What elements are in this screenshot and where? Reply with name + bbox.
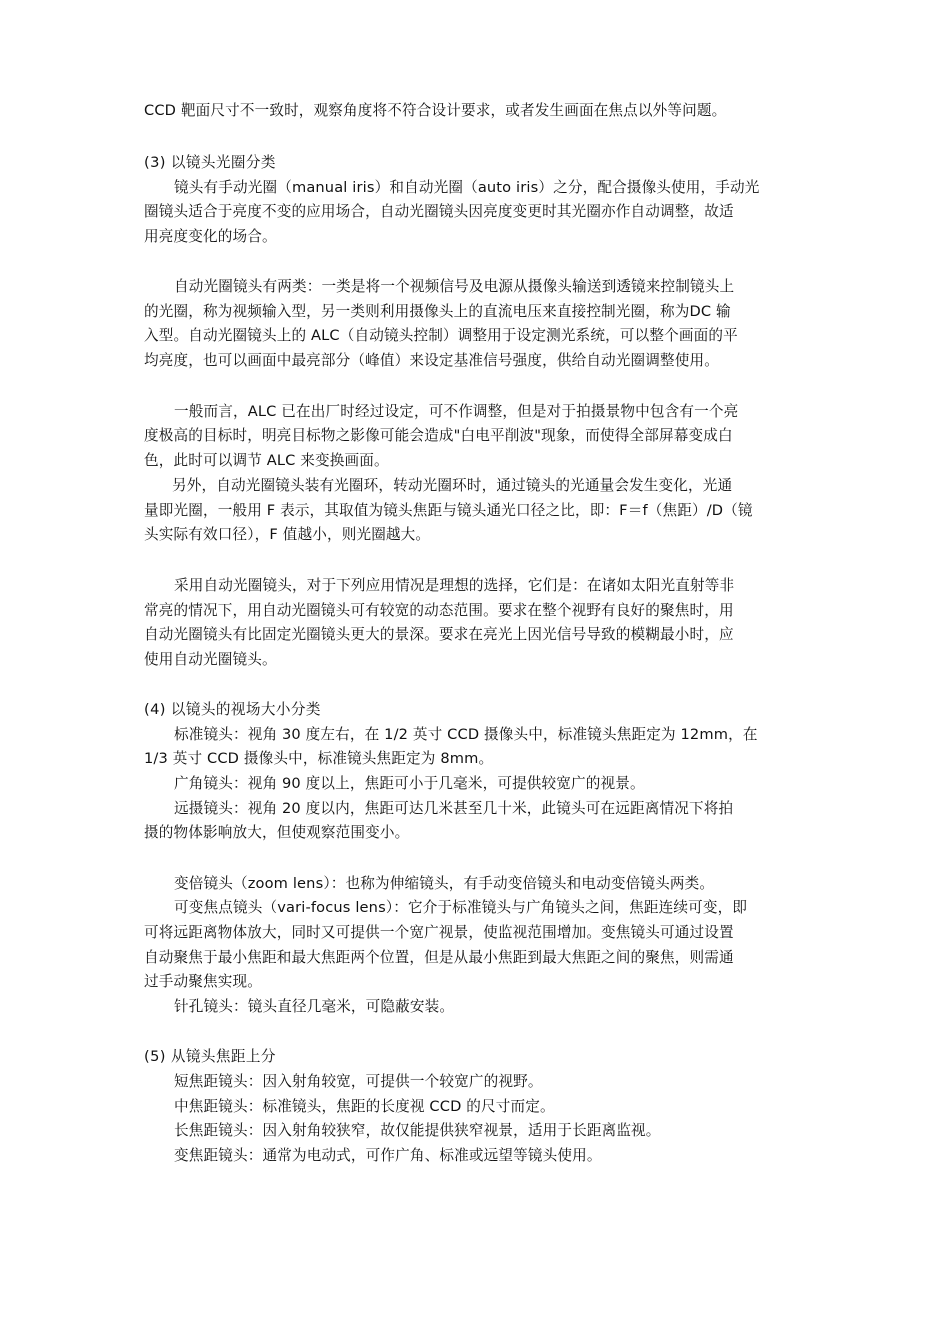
text-line: 针孔镜头：镜头直径几毫米，可隐蔽安装。 xyxy=(174,998,455,1015)
text-line: 短焦距镜头：因入射角较宽，可提供一个较宽广的视野。 xyxy=(174,1073,543,1090)
text-line: 的光圈，称为视频输入型，另一类则利用摄像头上的直流电压来直接控制光圈，称为DC 输 xyxy=(144,303,731,320)
text-line: 头实际有效口径），F 值越小，则光圈越大。 xyxy=(144,526,431,543)
text-line: 中焦距镜头：标准镜头，焦距的长度视 CCD 的尺寸而定。 xyxy=(174,1098,555,1115)
text-line: 可将远距离物体放大，同时又可提供一个宽广视景，使监视范围增加。变焦镜头可通过设置 xyxy=(144,924,734,941)
text-line: 度极高的目标时，明亮目标物之影像可能会造成"白电平削波"现象，而使得全部屏幕变成白 xyxy=(144,427,733,444)
text-line: 自动聚焦于最小焦距和最大焦距两个位置，但是从最小焦距到最大焦距之间的聚焦，则需通 xyxy=(144,949,734,966)
text-line: 常亮的情况下，用自动光圈镜头可有较宽的动态范围。要求在整个视野有良好的聚焦时，用 xyxy=(144,602,734,619)
text-line: 色，此时可以调节 ALC 来变换画面。 xyxy=(144,452,389,469)
text-line: 长焦距镜头：因入射角较狭窄，故仅能提供狭窄视景，适用于长距离监视。 xyxy=(174,1122,661,1139)
text-line: 均亮度，也可以画面中最亮部分（峰值）来设定基准信号强度，供给自动光圈调整使用。 xyxy=(144,352,720,369)
text-line: 可变焦点镜头（vari-focus lens）：它介于标准镜头与广角镜头之间，焦距连续可变，即 xyxy=(174,899,748,916)
section-heading-5: (5) 从镜头焦距上分 xyxy=(144,1048,276,1065)
text-line: 广角镜头：视角 90 度以上，焦距可小于几毫米，可提供较宽广的视景。 xyxy=(174,775,645,792)
text-line: 自动光圈镜头有两类：一类是将一个视频信号及电源从摄像头输送到透镜来控制镜头上 xyxy=(174,278,735,295)
text-line: 另外，自动光圈镜头装有光圈环，转动光圈环时，通过镜头的光通量会发生变化，光通 xyxy=(172,477,733,494)
text-line: 变焦距镜头：通常为电动式，可作广角、标准或远望等镜头使用。 xyxy=(174,1147,602,1164)
text-line: 一般而言，ALC 已在出厂时经过设定，可不作调整，但是对于拍摄景物中包含有一个亮 xyxy=(174,403,739,420)
text-line: 自动光圈镜头有比固定光圈镜头更大的景深。要求在亮光上因光信号导致的模糊最小时，应 xyxy=(144,626,734,643)
text-line: 1/3 英寸 CCD 摄像头中，标准镜头焦距定为 8mm。 xyxy=(144,750,494,767)
text-line: 量即光圈，一般用 F 表示，其取值为镜头焦距与镜头通光口径之比，即：F＝f（焦距）/D（镜 xyxy=(144,502,753,519)
text-line: 远摄镜头：视角 20 度以内，焦距可达几米甚至几十米，此镜头可在远距离情况下将拍 xyxy=(174,800,734,817)
text-line: 使用自动光圈镜头。 xyxy=(144,651,277,668)
text-line: 圈镜头适合于亮度不变的应用场合，自动光圈镜头因亮度变更时其光圈亦作自动调整，故适 xyxy=(144,203,734,220)
text-line: 用亮度变化的场合。 xyxy=(144,228,277,245)
text-line: 摄的物体影响放大，但使观察范围变小。 xyxy=(144,824,410,841)
text-line: 入型。自动光圈镜头上的 ALC（自动镜头控制）调整用于设定测光系统，可以整个画面的平 xyxy=(144,327,738,344)
section-heading-3: (3) 以镜头光圈分类 xyxy=(144,154,276,171)
section-heading-4: (4) 以镜头的视场大小分类 xyxy=(144,701,321,718)
text-line: 镜头有手动光圈（manual iris）和自动光圈（auto iris）之分，配合摄像头使用，手动光 xyxy=(174,179,760,196)
text-line: 采用自动光圈镜头，对于下列应用情况是理想的选择，它们是：在诸如太阳光直射等非 xyxy=(174,577,735,594)
text-line: CCD 靶面尺寸不一致时，观察角度将不符合设计要求，或者发生画面在焦点以外等问题。 xyxy=(144,102,727,119)
text-line: 标准镜头：视角 30 度左右，在 1/2 英寸 CCD 摄像头中，标准镜头焦距定为 12mm，在 xyxy=(174,726,758,743)
text-line: 过手动聚焦实现。 xyxy=(144,973,262,990)
text-line: 变倍镜头（zoom lens）：也称为伸缩镜头，有手动变倍镜头和电动变倍镜头两类。 xyxy=(174,875,715,892)
